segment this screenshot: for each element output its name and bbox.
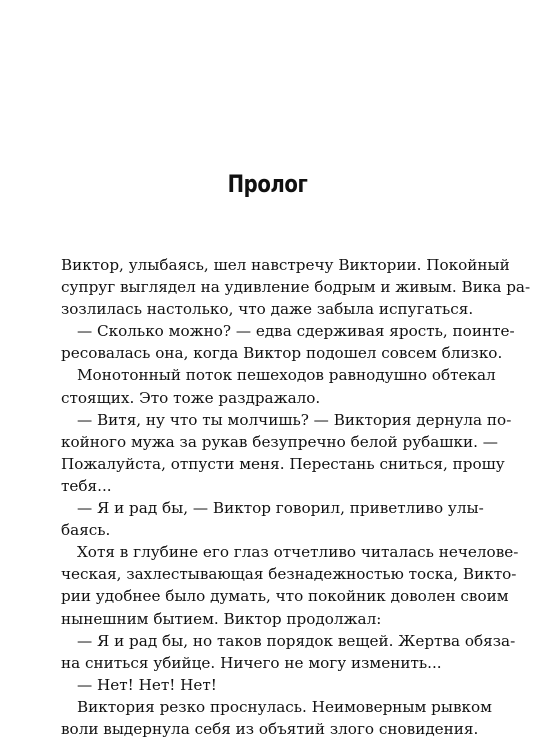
- text-line: Виктория резко проснулась. Неимоверным рывком: [77, 697, 492, 716]
- text-line: ресовалась она, когда Виктор подошел совсем близко.: [61, 344, 503, 363]
- text-line: на сниться убийце. Ничего не могу изменить...: [61, 653, 442, 672]
- text-line: Хотя в глубине его глаз отчетливо читалась нечелове-: [77, 543, 519, 562]
- text-line: стоящих. Это тоже раздражало.: [61, 388, 321, 407]
- text-line: — Я и рад бы, — Виктор говорил, приветливо улы-: [77, 499, 484, 518]
- text-line: зозлилась настолько, что даже забыла испугаться.: [61, 300, 474, 319]
- text-line: Пожалуйста, отпусти меня. Перестань сниться, прошу: [61, 454, 505, 473]
- chapter-title: Пролог: [227, 170, 308, 198]
- text-line: рии удобнее было думать, что покойник доволен своим: [61, 587, 509, 606]
- text-line: Монотонный поток пешеходов равнодушно обтекал: [77, 366, 496, 385]
- text-line: — Я и рад бы, но таков порядок вещей. Жертва обяза-: [77, 631, 516, 650]
- text-line: ческая, захлестывающая безнадежностью тоска, Викто-: [61, 565, 517, 584]
- text-line: нынешним бытием. Виктор продолжал:: [61, 609, 382, 628]
- text-line: воли выдернула себя из объятий злого сновидения.: [61, 719, 479, 738]
- text-line: — Нет! Нет! Нет!: [77, 675, 217, 694]
- body-text: [61, 254, 531, 740]
- text-line: — Витя, ну что ты молчишь? — Виктория дернула по-: [77, 410, 512, 429]
- text-line: супруг выглядел на удивление бодрым и живым. Вика ра-: [61, 278, 531, 297]
- text-line: койного мужа за рукав безупречно белой рубашки. —: [61, 432, 498, 451]
- text-line: — Сколько можно? — едва сдерживая ярость, поинте-: [77, 322, 515, 341]
- text-line: баясь.: [61, 521, 111, 540]
- text-line: Виктор, улыбаясь, шел навстречу Виктории. Покойный: [61, 256, 510, 274]
- text-line: тебя...: [61, 476, 112, 495]
